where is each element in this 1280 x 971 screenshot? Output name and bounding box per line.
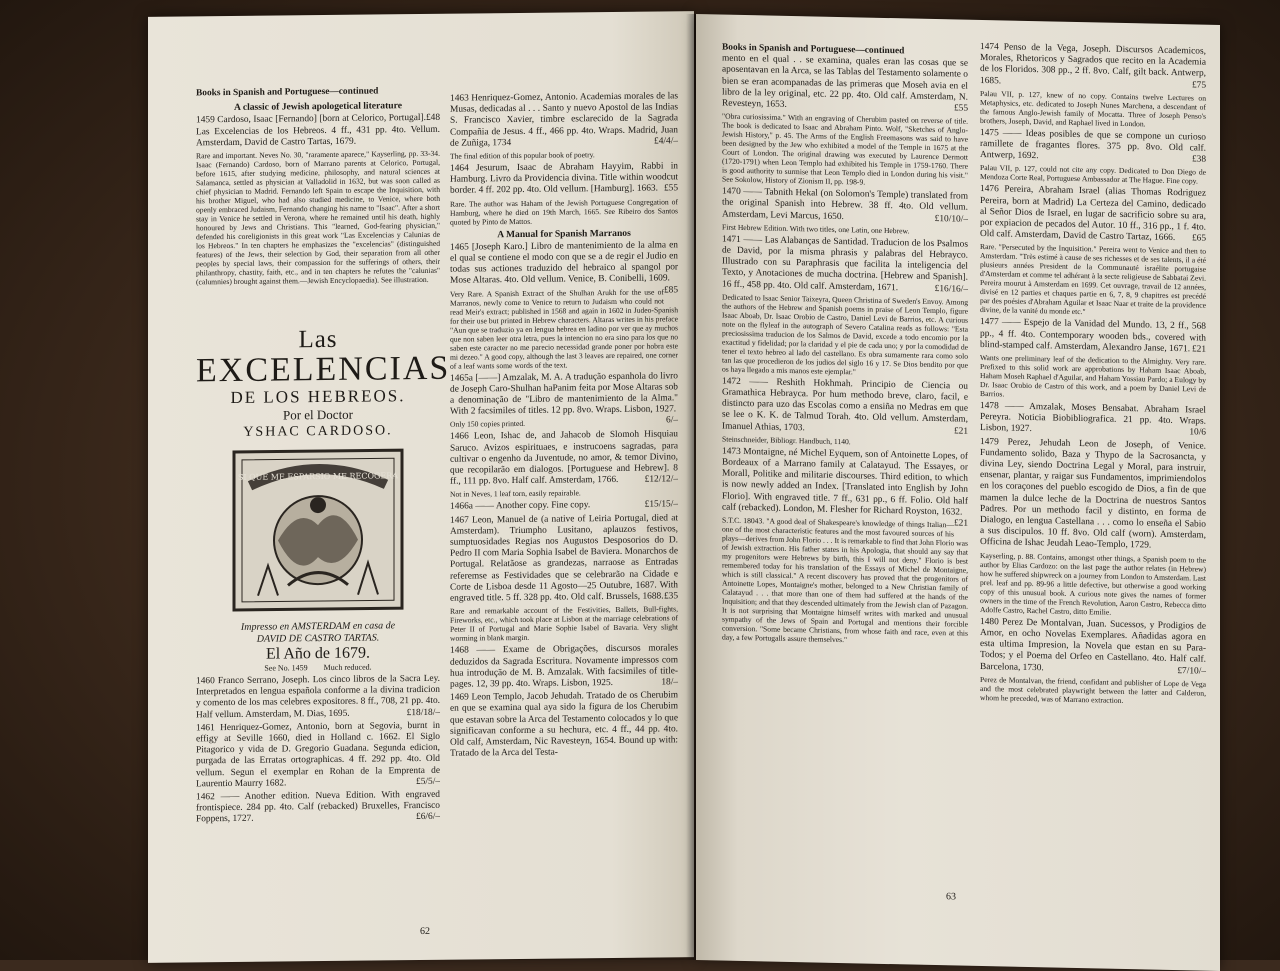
entry-1459-note: Rare and important. Neves No. 30, "raramente aparece," Kayserling, pp. 33-34. Isaac (Fernando) Cardoso, born of Marrano parents at Celorico, Portugal, before 1615, after studying medicine, philosophy, and natural sciences at Salamanca, settled as physician at Valladolid in 1632, but was soon called as chief physician to Madrid. Fernando left Spain to escape the Inquisition, with his brother Miguel, who had also studied medicine, to Venice, where both openly embraced Judaism, Fernando changing his name to "Isaac". After a short stay in Venice he settled in Verona, where he remained until his death, highly honoured by Jews and Christians. This "learned, God-fearing physician," defended his coreligionists in this great work "Las Excelencias y Calunias de los Hebreos." In ten chapters he emphasizes the "excelencias" (distinguished features) of the Jews, their selection by God, their separation from all other peoples by special laws, their compassion for the sufferings of others, their philanthropy, chastity, faith, etc., and in ten chapters he refutes the "calunias" (calumnies) brought against them.—Jewish Encyclopaedia). See illustration. — [196, 148, 440, 287]
entry-1473-note: S.T.C. 18043. "A good deal of Shakespeare's knowledge of things Italian—one of the most characteristic features and the most favoured sources of his plays—derives from John Florio . . . It is remarkable to find that John Florio was of Jewish extraction. His father states in his Apologia, that should any say that my progenitors were Hebrews by birth, this I will not deny." Florio is best remembered today for his translation of the Essays of Michel de Montaigne, which is still classical." A recent discovery has proved that the progenitors of Antoinette Lopes, Montaigne's mother, belonged to a New Christian family of Calatayud . . . that more than one of them had suffered at the hands of the Inquisition; and that they descended ultimately from the Jewish clan of Pazagon. It is not surprising that Montaigne himself writes with marked and unusual sympathy of the Jews of Spain and Portugal and mentions their forcible conversion. "Some became Christians, from whose faith and race, even at this day, a few Portugalls assure themselves." — [722, 515, 968, 645]
entry-1479-note: Kayserling, p. 88. Contains, amongst other things, a Spanish poem to the author by Elias Cardozo: on the last page the author relates (in Hebrew) how he suffered shipwreck on a journey from London to Amsterdam. Last prel. leaf and pp. 89-96 a little defective, but otherwise a good working copy of this unusual book. A curious note gives the names of former owners in the time of the French Revolution, Aaron Castro, Rebecca ditto Adolfe Castro, Rachel Castro, ditto Emilie. — [980, 550, 1206, 617]
entry-1459: £48 1459 Cardoso, Isaac [Fernando] [born at Celorico, Portugal]. Las Excelencias de los Hebreos. 4 ff., 431 pp. 4to. Vellum. Amsterdam, David de Castro Tartas, 1679. — [196, 113, 440, 149]
entry-1477-note: Wants one preliminary leaf of the dedication to the Almighty. Very rare. Prefixed to this solid work are approbations by Haham Isaac Aboab, Haham Moseh Raphael d'Aguilar, and Haham Yossiau Pardo; a Eulogy by Dr. Isaac Orobio de Castro of this work, and a poem by Daniel Levi de Barrios. — [980, 352, 1206, 399]
entry-1477: 1477 —— Espejo de la Vanidad del Mundo. 13, 2 ff., 568 pp., 4 ff. 4to. Contemporary wooden bds., covered with blind-stamped calf. Amsterdam, Alexandro Janse, 1671. £21 — [980, 317, 1206, 355]
entry-1466: 1466 Leon, Ishac de, and Jahacob de Slomoh Hisquiau Saruco. Avizos espirituaes, e instrucoens sagradas, para cultivar o engenho da Juventude, no amor, & temor Divino, que recopilarão em dialogos. [Portuguese and Hebrew]. 8 ff., 111 pp. 8vo. Half calf. Amsterdam, 1766. £12/12/– — [450, 429, 678, 487]
printer-device-emblem-icon — [228, 444, 408, 616]
entry-1469-continued: mento en el qual . . se examina, quales eran las cosas que se aposentavan en la Arca, se las Tablas del Testamento solamente o bien se eran acompanadas de las primeras que Moseh avia en el libro de la ley original, etc. 22 pp. 4to. Old calf. Amsterdam, N. Revesteyn, 1653. £55 — [722, 53, 968, 114]
caption-reference: See No. 1459 — [264, 663, 308, 673]
right-page-column-2 — [980, 42, 1206, 709]
frontis-printer: DAVID DE CASTRO TARTAS. — [256, 632, 380, 645]
entry-1474-note: Palau VII, p. 127, knew of no copy. Contains twelve Lectures on Metaphysics, etc. dedicated to Joseph Nunes Marchena, a descendant of the famous Anglo-Jewish family of Mocatta. Three of Joseph Penso's brothers, Joseph, David, and Raphael lived in London. — [980, 88, 1206, 129]
right-page — [696, 14, 1220, 971]
entry-1476: 1476 Pereira, Abraham Israel (alias Thomas Rodriguez Pereira, born at Madrid) La Certeza del Camino, dedicado al Señor Dios de Israel, en lugar de sacrificio sobre su ara, por expiacion de pecados del Autor. 10 ff., 316 pp., 1 f. 4to. Old calf. Amsterdam, David de Castro Tartaz, 1666. £65 — [980, 184, 1206, 244]
entry-1466a: 1466a —— Another copy. Fine copy. £15/15/– — [450, 499, 678, 513]
frontis-title: EXCELENCIAS — [196, 349, 451, 390]
left-page — [148, 11, 694, 963]
entry-1464-note: Rare. The author was Haham of the Jewish Portuguese Congregation of Hamburg, where he died on 19th March, 1665. See Ribeiro dos Santos quoted by Pinto de Mattos. — [450, 196, 678, 227]
entry-1468: 1468 —— Exame de Obrigações, discursos morales deduzidos da Sagrada Escritura. Novamente impressos com hua introdução de M. B. Amzalak. With facsimiles of title-pages. 12, 39 pp. 4to. Wraps. Lisbon, 1925. 18/– — [450, 643, 678, 690]
open-catalogue — [148, 14, 1220, 960]
entry-1470: 1470 —— Tabnith Hekal (on Solomon's Temple) translated from the original Spanish into Hebrew. 38 ff. 4to. Old vellum. Amsterdam, Levi Marcus, 1650. £10/10/– — [722, 186, 968, 225]
frontis-byline: Por el Doctor — [282, 406, 354, 423]
entry-1475: 1475 —— Ideas posibles de que se compone un curioso ramillete de fragantes flores. 375 pp. 8vo. Old calf. Antwerp, 1692. £38 — [980, 127, 1206, 165]
section-heading: A classic of Jewish apologetical literature — [234, 100, 402, 114]
entry-1478: 1478 —— Amzalak, Moses Bensabat. Abraham Israel Pereyra. Noticia Biobibliografica. 21 pp. 4to. Wraps. Lisbon, 1927. 10/6 — [980, 400, 1206, 439]
entry-1465: 1465 [Joseph Karo.] Libro de mantenimiento de la alma en el qual se contiene el modo con que se a de regir el Judio en todas sus actiones traduzido del hebraico al spangol por Mose Altaras. 4to. Old vellum. Venice, B. Conibelli, 1609. £85 — [450, 240, 678, 296]
entry-1479: 1479 Perez, Jehudah Leon de Joseph, of Venice. Fundamento solido, Baza y Thypo de la Sacrosancta, y divina Ley, siendo Doctrina Legal y Moral, para instruir, ensenar, plantar, y raigar sus Fundamentos, imprimiendolos en los coraçones del pueblo escogido de Dios, a fin de que mamen la dulce leche de la Doctrina de nuestros Santos Padres. Por un methodo facil y distinto, en forma de Dialogo, en lengua Castellana . . . como lo enseña el Sabio a sus discipulos. 10 ff. 8vo. Old calf (worn). Amsterdam, Officina de Ishac Jeudah Leao-Templo, 1729. — [980, 436, 1206, 552]
entry-1475-note: Palau VII, p. 127, could not cite any copy. Dedicated to Don Diego de Mendoza Corte Real, Portuguese Ambassador at The Hague. Fine copy. — [980, 163, 1206, 186]
entry-1469: 1469 Leon Templo, Jacob Jehudah. Tratado de os Cherubim en que se examina qual aya sido la figura de los Cherubim que estavan sobre la Arca del Testamento colocados y lo que significavan conforme a su hechura, etc. 4 ff., 44 pp. 4to. Old calf, Amsterdam, Nic Ravesteyn, 1654. Bound up with: Tratado de la Arca del Testa- — [450, 690, 678, 759]
entry-1476-note: Rare. "Persecuted by the Inquisition." Pereira went to Venice and then to Amsterdam. "Très estimé à cause de ses richesses et de ses talents, il a été plusieurs années President de la Communauté israélite portugaise d'Amsterdam et comme tel adhérant à la secte religieuse de Sabbatai Zevi. Pereira mourut à Amsterdam en 1699. Cet ouvrage, travail de 12 années, divisé en 12 parties et chaques partie en 6, 7, 8, 9 chapitres est precédé par des poésies d'Abraham Aguilar et Isaac Naar et traite de la providence divine, de la vanité du monde etc." — [980, 242, 1206, 317]
frontis-year: El Año de 1679. — [266, 644, 370, 663]
entry-1472: 1472 —— Reshith Hokhmah. Principio de Ciencia ou Gramathica Hebrayca. Por hum methodo breve, claro, facil, e distincto para uzo das Escolas como a ensiña no Medras em que se lee o K. K. de Talmud Torah. 4to. Old vellum. Amsterdam, Imanuel Athias, 1703. £21 — [722, 376, 968, 437]
left-page-column-1 — [196, 86, 440, 290]
entry-1469-note: "Obra curiosissima." With an engraving of Cherubim pasted on reverse of title. The book is dedicated to Isaac and Abraham Pinto. Wolf, "Sketches of Anglo-Jewish History," p. 45. The Arms of the English Freemasons was said to have been designed by the Jew who exhibited a model of the Temple in 1675 at the Court of London. The original drawing was executed by Laurence Dermott (1720-1791) when Leon Templo had exhibited his Temple in 1759-1760. There is good authority to surmise that Leon Templo died in London during his visit." See Sokolow, History of Zionism II, pp. 198-9. — [722, 111, 968, 187]
entry-1463: 1463 Henriquez-Gomez, Antonio. Academias morales de las Musas, dedicadas al . . . Santo y nuevo Apostol de las Indias S. Francisco Xavier, timbre esclarecido de la Sagrada Compañia de Jesus. 4 ff., 466 pp. 4to. Wraps. Madrid, Juan de Zuñiga, 1734 £4/4/– — [450, 91, 678, 149]
entry-1471: 1471 —— Las Alabanças de Santidad. Traducion de los Psalmos de David, por la misma phrasis y palabras del Hebrayco. Illustrado con su Paraphrasis que facilita la inteligencia del Texto, y Anotaciones de mucha doctrina. [Hebrew and Spanish]. 16 ff., 458 pp. 4to. Old calf. Amsterdam, 1671. £16/16/– — [722, 234, 968, 295]
running-head-right: Books in Spanish and Portuguese—continued — [722, 42, 905, 57]
left-page-column-1-lower — [196, 674, 440, 828]
entry-1473: 1473 Montaigne, né Michel Eyquem, son of Antoinette Lopes, of Bordeaux of a Marrano family at Calatayud. The Essayes, or Morall, Politike and militarie discourses. Third edition, to which is now newly added an Index. [Translated into English by John Florio]. With engraved title. 7 ff., 631 pp., 6 ff. Folio. Old half calf (rebacked). London, M. Flesher for Richard Royston, 1632. £21 — [722, 446, 968, 529]
frontis-caption — [196, 662, 440, 675]
page-number-left: 62 — [420, 925, 430, 938]
entry-1480-note: Perez de Montalvan, the friend, confidant and publisher of Lope de Vega and the most celebrated playwright between the latter and Calderon, whom he preceded, was of Marrano extraction. — [980, 674, 1206, 705]
right-page-column-1 — [722, 43, 968, 650]
entry-1465a: 1465a [——] Amzalak, M. A. A tradução espanhola do livro de Joseph Caro-Shulhan haPanim feita por Mose Altaras sob a denominação de "Libro de mantenimiento de la Alma." With 2 facsimiles of titles. 12 pp. 8vo. Wraps. Lisbon, 1927. 6/– — [450, 370, 678, 426]
entry-1460: 1460 Franco Serrano, Joseph. Los cinco libros de la Sacra Ley. Interpretados en lengua española conforme a la divina tradicion y comento de los mas celebres expositores. 8 ff., 708, 21 pp. 4to. Half vellum. Amsterdam, M. Dias, 1695. £18/18/– — [196, 673, 440, 720]
emblem-motto: SI QUE ME ESPARSIO ME RECOGERA — [237, 471, 399, 482]
entry-1467: 1467 Leon, Manuel de (a native of Leiria Portugal, died at Amsterdam). Triumpho Lusitano, aplauzos festivos, sumptuosidades Regias nos Augustos Desposorios do D. Pedro II com Maria Sophia Isabel de Baviera. Monarchos de Portugal. Relatãose as grandezas, narraose as Entradas referemse as Festividades que se celebrarão na Cidade e Corte de Lisboa desde 11 Agosto—25 Outubre, 1687. With engraved title. 5 ff. 328 pp. 4to. Old calf. Brussels, 1688. £35 — [450, 512, 678, 604]
entry-1472-note: Steinschneider, Bibliogr. Handbuch, 1140. — [722, 434, 851, 447]
entry-1465a-note: Only 150 copies printed. — [450, 419, 526, 430]
frontispiece-illustration — [196, 325, 451, 673]
entry-1480: 1480 Perez De Montalvan, Juan. Sucessos, y Prodigios de Amor, en ocho Novelas Exemplares. Añadidas agora en esta ultima Impresion, la Novela que estan en su Para-Todos; y el Poema del Orfeo en Castellano. 4to. Half calf. Barcelona, 1730. £7/10/– — [980, 616, 1206, 677]
frontis-line-1: Las — [298, 325, 338, 354]
frontis-author: YSHAC CARDOSO. — [243, 423, 393, 440]
entry-1461: 1461 Henriquez-Gomez, Antonio, born at Segovia, burnt in effigy at Seville 1660, died in Holland c. 1662. El Siglo Pitagorico y vida de D. Gregorio Guadana. Segunda edicion, purgada de las Erratas ortographicas. 4 ff. 292 pp. 4to. Old vellum. Segun el exemplar en Rohan de la Emprenta de Laurentio Maurry 1682. £5/5/– — [196, 720, 440, 790]
frontis-subtitle: DE LOS HEBREOS. — [230, 386, 406, 407]
entry-1465-note: Very Rare. A Spanish Extract of the Shulhan Arukh for the use of Marranos, newly come to Venice to return to Judaism who could not read Meir's extract; published in 1568 and again in 1602 in Judeo-Spanish for their use but printed in Hebrew characters. Altaras writes in his preface "Aun que se traduzio ya en lengua hebrea en ladino por ver que ay muchos que non saben leer otra letra, pues la intencion no era sino para los que no saben este caracter no me parecio necessidad grande poner por hobra este mi dezeo." A good copy, although the last 3 leaves are repaired, one corner of a leaf wants some words of the text. — [450, 287, 678, 371]
section-heading-marranos: A Manual for Spanish Marranos — [497, 227, 631, 240]
entry-1471-note: Dedicated to Isaac Senior Taixeyra, Queen Christina of Sweden's Envoy. Among the authors of the Hebrew and Spanish poems in praise of Leon Templo, figure Isaac Aboab, Dr. Isaac Orobio de Castro, Daniel Levi de Barrios, etc. A curious note on the flyleaf in the autograph of Severo Catalina reads as follows: "Esta preciosissima traducion de los Salmos de David, excede a todo encomio por la exactitud y fidelidad; por la claridad y el pie de cada uno; y por la comodidad de tener el texto hebreo al lado del castellano. Es obra sumamente rara como solo tan las que procedieron de los judios del siglo 16 y 17. Se Dios bendito por que os haya llegado a mis manos este ejemplar." — [722, 292, 968, 377]
entry-1467-note: Rare and remarkable account of the Festivities, Ballets, Bull-fights, Fireworks, etc., which took place at Lisbon at the marriage celebrations of Peter II of Portugal and Marie Sophie Isabel of Bavaria. Very slight worming in blank margin. — [450, 604, 678, 643]
frontis-imprint: Impresso en AMSTERDAM en casa de — [240, 620, 396, 633]
entry-1464: 1464 Jesurum, Isaac de Abraham Hayyim, Rabbi in Hamburg. Livro da Providencia divina. Title within woodcut border. 4 ff. 202 pp. 4to. Old vellum. [Hamburg]. 1663. £55 — [450, 161, 678, 197]
entry-1470-note: First Hebrew Edition. With two titles, one Latin, one Hebrew. — [722, 222, 910, 236]
entry-1474: 1474 Penso de la Vega, Joseph. Discursos Academicos, Morales, Rhetoricos y Sagrados que recito en la Academia de los Floridos. 308 pp., 2 ff. 8vo. Calf, gilt back. Antwerp, 1685. £75 — [980, 41, 1206, 91]
entry-1466-note: Not in Neves, 1 leaf torn, easily repairable. — [450, 488, 581, 500]
left-page-column-2 — [450, 91, 678, 762]
page-number-right: 63 — [946, 891, 956, 903]
entry-1463-note: The final edition of this popular book of poetry. — [450, 150, 595, 161]
entry-1462: 1462 —— Another edition. Nueva Edition. With engraved frontispiece. 284 pp. 4to. Calf (rebacked) Bruxelles, Francisco Foppens, 1727. £6/6/– — [196, 789, 440, 825]
running-head-left: Books in Spanish and Portuguese—continued — [196, 86, 379, 99]
caption-scale: Much reduced. — [323, 662, 372, 673]
